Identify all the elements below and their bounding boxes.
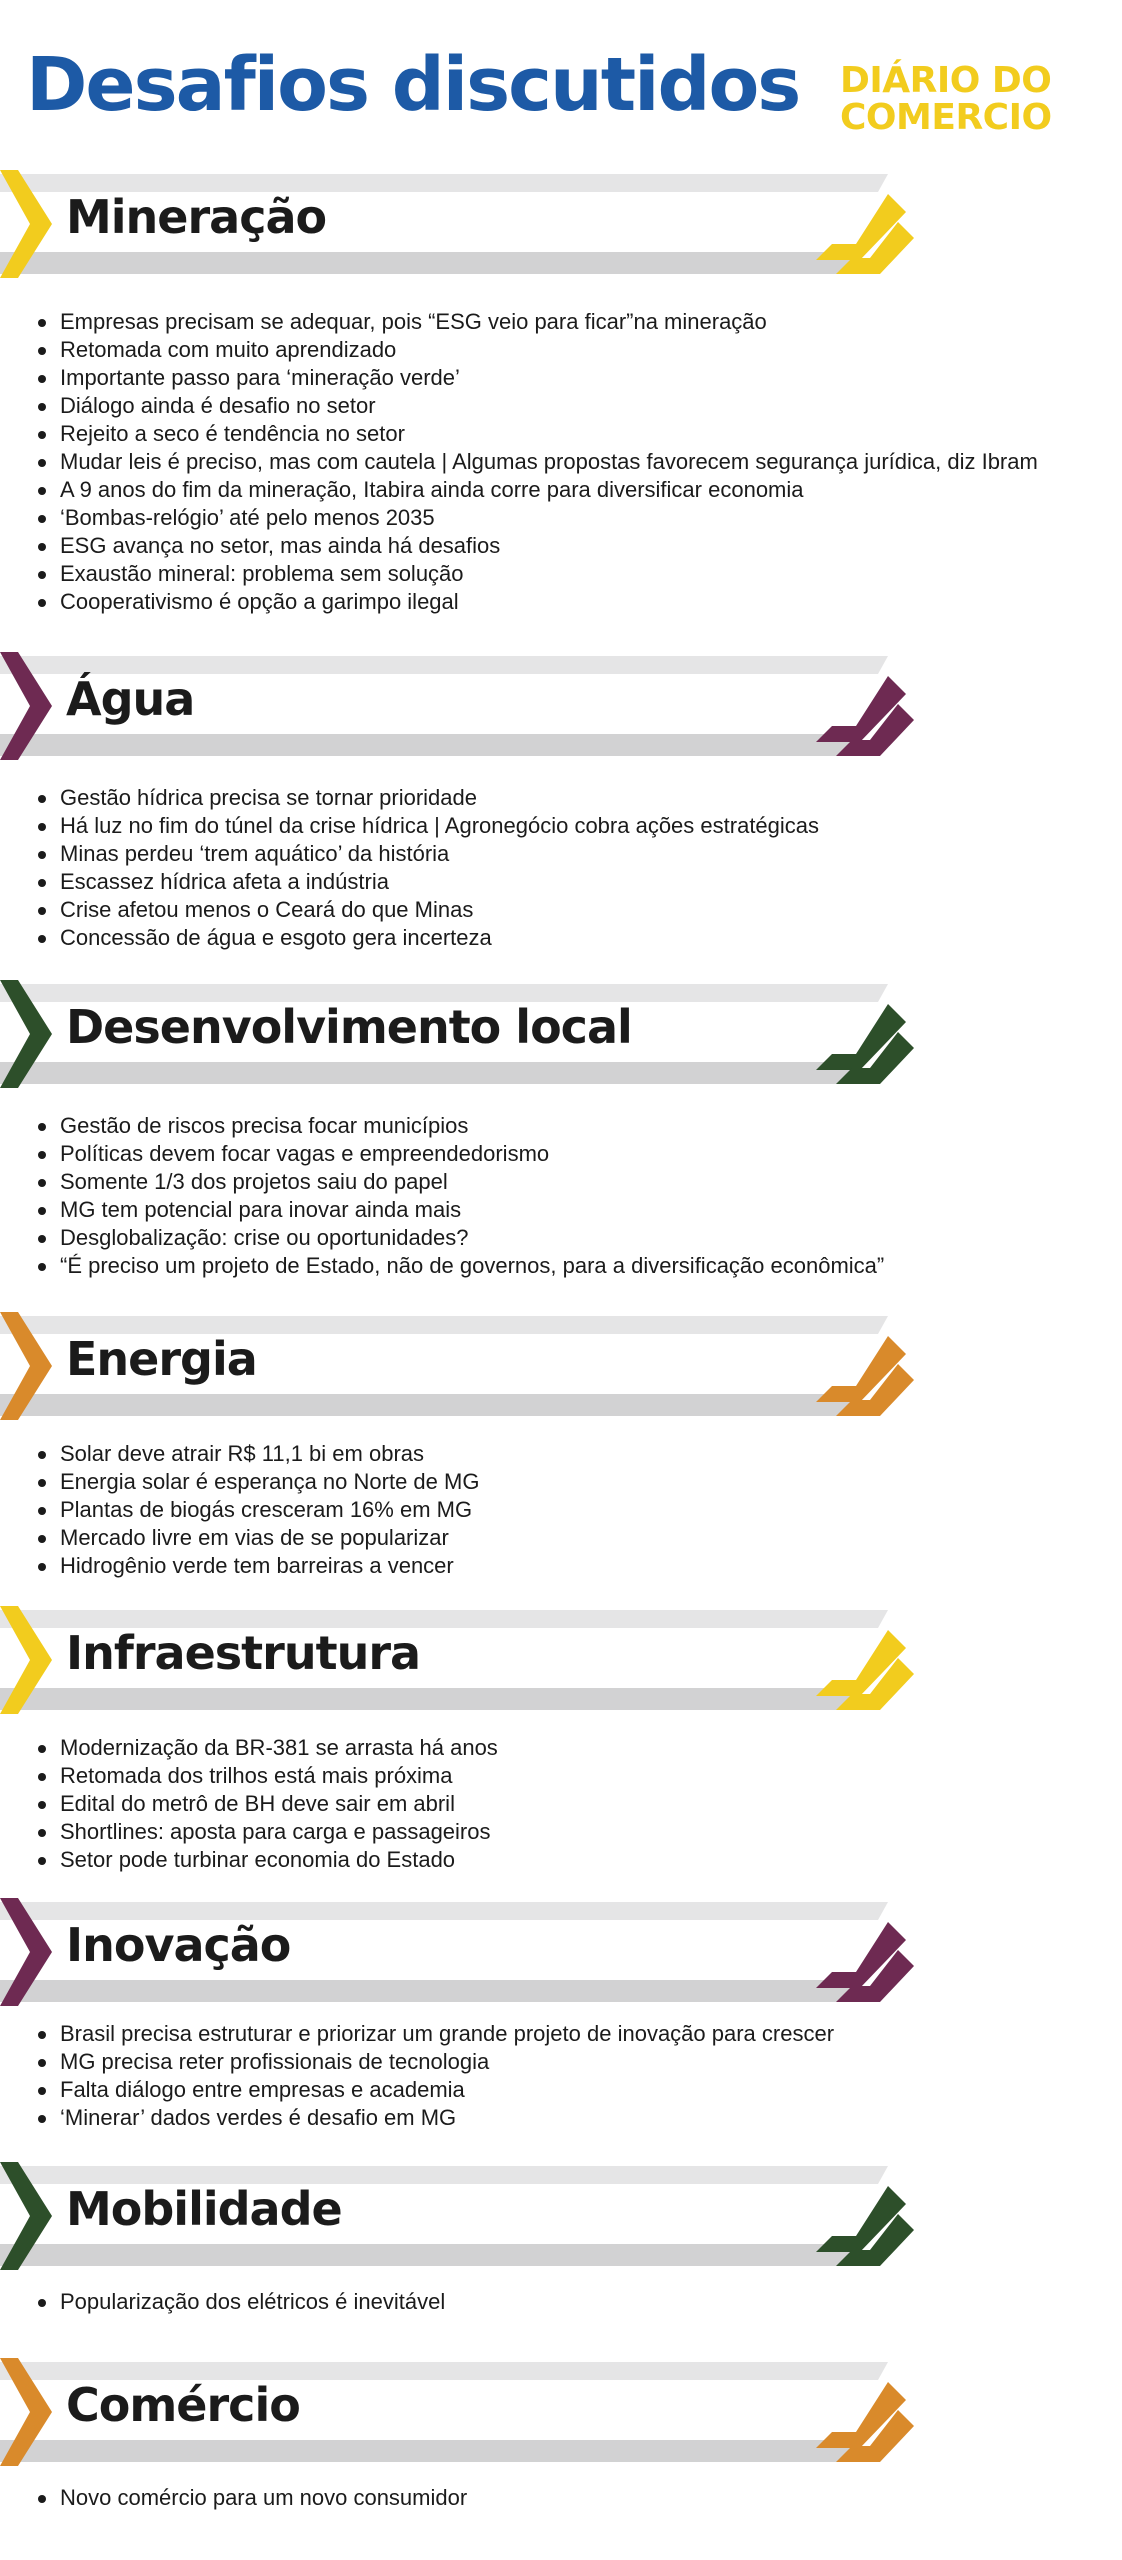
- section-title: Comércio: [66, 2378, 300, 2432]
- list-item: Edital do metrô de BH deve sair em abril: [36, 1790, 498, 1818]
- list-item: Rejeito a seco é tendência no setor: [36, 420, 1038, 448]
- list-item: Plantas de biogás cresceram 16% em MG: [36, 1496, 479, 1524]
- section-title: Inovação: [66, 1918, 291, 1972]
- page-title: Desafios discutidos: [26, 42, 800, 128]
- list-item: Minas perdeu ‘trem aquático’ da história: [36, 840, 819, 868]
- list-item: “É preciso um projeto de Estado, não de governos, para a diversificação econômica”: [36, 1252, 884, 1280]
- list-item: Importante passo para ‘mineração verde’: [36, 364, 1038, 392]
- section-banner: [0, 652, 930, 762]
- logo-line-2: COMERCIO: [840, 97, 1052, 138]
- item-list: [36, 1112, 884, 1280]
- list-item: Crise afetou menos o Ceará do que Minas: [36, 896, 819, 924]
- logo-line-1: DIÁRIO DO: [840, 60, 1052, 101]
- list-item: Brasil precisa estruturar e priorizar um grande projeto de inovação para crescer: [36, 2020, 834, 2048]
- section-banner: [0, 170, 930, 280]
- section-banner: [0, 1606, 930, 1716]
- list-item: Gestão hídrica precisa se tornar prioridade: [36, 784, 819, 812]
- list-item: MG tem potencial para inovar ainda mais: [36, 1196, 884, 1224]
- item-list: [36, 2484, 467, 2512]
- list-item: Empresas precisam se adequar, pois “ESG veio para ficar”na mineração: [36, 308, 1038, 336]
- list-item: Há luz no fim do túnel da crise hídrica | Agronegócio cobra ações estratégicas: [36, 812, 819, 840]
- list-item: Popularização dos elétricos é inevitável: [36, 2288, 445, 2316]
- section-title: Desenvolvimento local: [66, 1000, 632, 1054]
- section-banner: [0, 1312, 930, 1422]
- list-item: Escassez hídrica afeta a indústria: [36, 868, 819, 896]
- list-item: MG precisa reter profissionais de tecnologia: [36, 2048, 834, 2076]
- item-list: [36, 1440, 479, 1580]
- section-title: Infraestrutura: [66, 1626, 421, 1680]
- item-list: [36, 784, 819, 952]
- list-item: Shortlines: aposta para carga e passageiros: [36, 1818, 498, 1846]
- section-banner: [0, 2358, 930, 2468]
- list-item: Cooperativismo é opção a garimpo ilegal: [36, 588, 1038, 616]
- list-item: Somente 1/3 dos projetos saiu do papel: [36, 1168, 884, 1196]
- section-banner: [0, 980, 930, 1090]
- section-title: Energia: [66, 1332, 257, 1386]
- list-item: Retomada dos trilhos está mais próxima: [36, 1762, 498, 1790]
- list-item: Mercado livre em vias de se popularizar: [36, 1524, 479, 1552]
- list-item: Diálogo ainda é desafio no setor: [36, 392, 1038, 420]
- section-title: Água: [66, 672, 195, 726]
- list-item: Políticas devem focar vagas e empreendedorismo: [36, 1140, 884, 1168]
- list-item: Solar deve atrair R$ 11,1 bi em obras: [36, 1440, 479, 1468]
- item-list: [36, 1734, 498, 1874]
- list-item: Mudar leis é preciso, mas com cautela | Algumas propostas favorecem segurança jurídica, diz Ibram: [36, 448, 1038, 476]
- list-item: Concessão de água e esgoto gera incerteza: [36, 924, 819, 952]
- item-list: [36, 308, 1038, 616]
- list-item: Desglobalização: crise ou oportunidades?: [36, 1224, 884, 1252]
- list-item: Retomada com muito aprendizado: [36, 336, 1038, 364]
- item-list: [36, 2020, 834, 2132]
- list-item: Exaustão mineral: problema sem solução: [36, 560, 1038, 588]
- list-item: ESG avança no setor, mas ainda há desafios: [36, 532, 1038, 560]
- logo: [840, 62, 1080, 136]
- section-title: Mineração: [66, 190, 327, 244]
- list-item: ‘Minerar’ dados verdes é desafio em MG: [36, 2104, 834, 2132]
- list-item: Falta diálogo entre empresas e academia: [36, 2076, 834, 2104]
- list-item: Setor pode turbinar economia do Estado: [36, 1846, 498, 1874]
- item-list: [36, 2288, 445, 2316]
- list-item: Energia solar é esperança no Norte de MG: [36, 1468, 479, 1496]
- list-item: Gestão de riscos precisa focar municípios: [36, 1112, 884, 1140]
- section-title: Mobilidade: [66, 2182, 342, 2236]
- section-banner: [0, 2162, 930, 2272]
- list-item: A 9 anos do fim da mineração, Itabira ainda corre para diversificar economia: [36, 476, 1038, 504]
- list-item: Hidrogênio verde tem barreiras a vencer: [36, 1552, 479, 1580]
- section-banner: [0, 1898, 930, 2008]
- list-item: Novo comércio para um novo consumidor: [36, 2484, 467, 2512]
- list-item: Modernização da BR-381 se arrasta há anos: [36, 1734, 498, 1762]
- list-item: ‘Bombas-relógio’ até pelo menos 2035: [36, 504, 1038, 532]
